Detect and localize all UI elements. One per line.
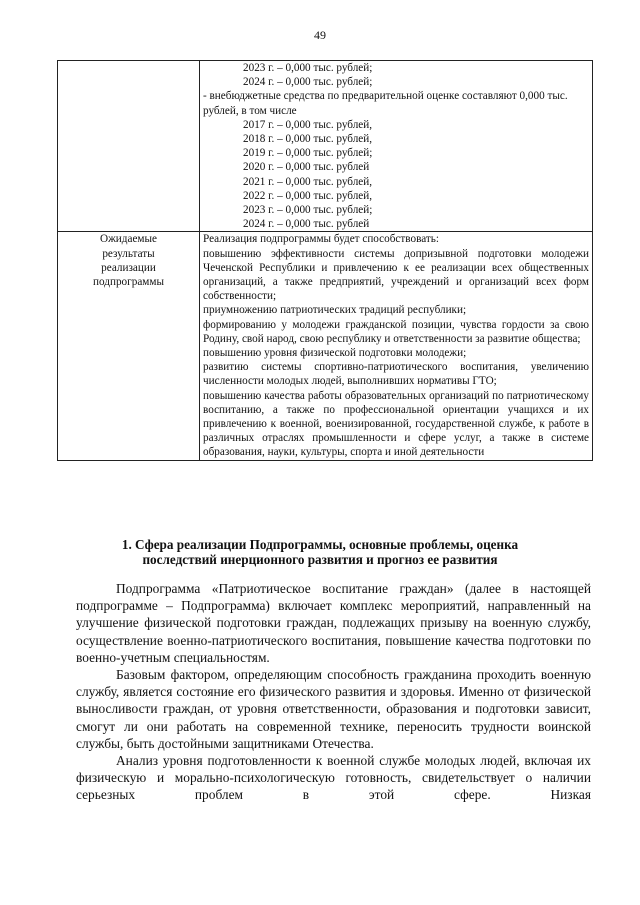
expected-results-cell (200, 232, 593, 460)
funding-line: 2023 г. – 0,000 тыс. рублей; (243, 62, 373, 74)
label-line: подпрограммы (93, 276, 164, 289)
label-line: результаты (102, 247, 155, 260)
funding-label-cell (58, 61, 200, 232)
funding-row (58, 61, 593, 232)
paragraph: Базовым фактором, определяющим способность гражданина проходить военную службу, является состояние его физического развития и здоровья. Именно от физической выносливости граждан, от уровня ответственности, образования и подготовки зависит, смогут ли они работать на современной технике, переносить трудности воинской службы, быть достойными защитниками Отечества. (76, 667, 591, 751)
expected-item: повышению уровня физической подготовки молодежи; (203, 347, 467, 360)
page-number: 49 (314, 28, 326, 42)
paragraph: Подпрограмма «Патриотическое воспитание граждан» (далее в настоящей подпрограмме – Подпрограмма) включает комплекс мероприятий, направленный на улучшение физической подготовки граждан, подлежащих призыву на военную службу, осуществление военно-патриотического воспитания, повышение качества подготовки по военно-учетным специальностям. (76, 581, 591, 665)
expected-item: приумножению патриотических традиций республики; (203, 304, 467, 317)
funding-line: 2020 г. – 0,000 тыс. рублей (243, 161, 370, 174)
label-line: реализации (101, 261, 156, 274)
body-text (76, 580, 591, 804)
funding-line: 2023 г. – 0,000 тыс. рублей; (243, 204, 373, 217)
funding-line: 2018 г. – 0,000 тыс. рублей, (243, 133, 373, 146)
section-heading (60, 538, 580, 567)
section-heading-line: последствий инерционного развития и прогноз ее развития (142, 551, 498, 567)
label-line: Ожидаемые (100, 233, 157, 246)
expected-results-label (58, 232, 200, 460)
expected-item: повышению эффективности системы допризывной подготовки молодежи Чеченской Республики и привлечению к ее реализации всех общественных организаций, а также предприятий, учреждений и организаций всех форм собственности; (203, 247, 589, 303)
section-heading-line: 1. Сфера реализации Подпрограммы, основные проблемы, оценка (121, 537, 519, 552)
funding-cell (200, 61, 593, 232)
funding-line: 2024 г. – 0,000 тыс. рублей; (243, 76, 373, 89)
passport-table (57, 60, 593, 461)
funding-line: 2019 г. – 0,000 тыс. рублей; (243, 147, 373, 160)
funding-line: 2017 г. – 0,000 тыс. рублей, (243, 118, 373, 131)
extrabudget-text: - внебюджетные средства по предварительной оценке составляют 0,000 тыс. рублей, в том числе (203, 90, 568, 117)
paragraph: Анализ уровня подготовленности к военной службе молодых людей, включая их физическую и морально-психологическую готовность, свидетельствует о наличии серьезных проблем в этой сфере. Низкая (76, 753, 591, 803)
expected-item: развитию системы спортивно-патриотического воспитания, увеличению численности молодых людей, выполнивших нормативы ГТО; (203, 361, 589, 388)
expected-intro: Реализация подпрограммы будет способствовать: (203, 233, 439, 246)
funding-line: 2024 г. – 0,000 тыс. рублей (243, 218, 370, 231)
funding-line: 2022 г. – 0,000 тыс. рублей, (243, 189, 373, 202)
expected-item: повышению качества работы образовательных организаций по патриотическому воспитанию, а также по профессиональной ориентации учащихся и их привлечению к военной, военизированной, государственной службе, к работе в различных отраслях промышленности и сфере услуг, а также в системе образования, науки, культуры, спорта и иной деятельности (203, 389, 589, 459)
expected-results-row (58, 232, 593, 460)
funding-line: 2021 г. – 0,000 тыс. рублей, (243, 175, 373, 188)
expected-item: формированию у молодежи гражданской позиции, чувства гордости за свою Родину, свой народ, свою республику и ответственности за развитие общества; (203, 318, 589, 345)
